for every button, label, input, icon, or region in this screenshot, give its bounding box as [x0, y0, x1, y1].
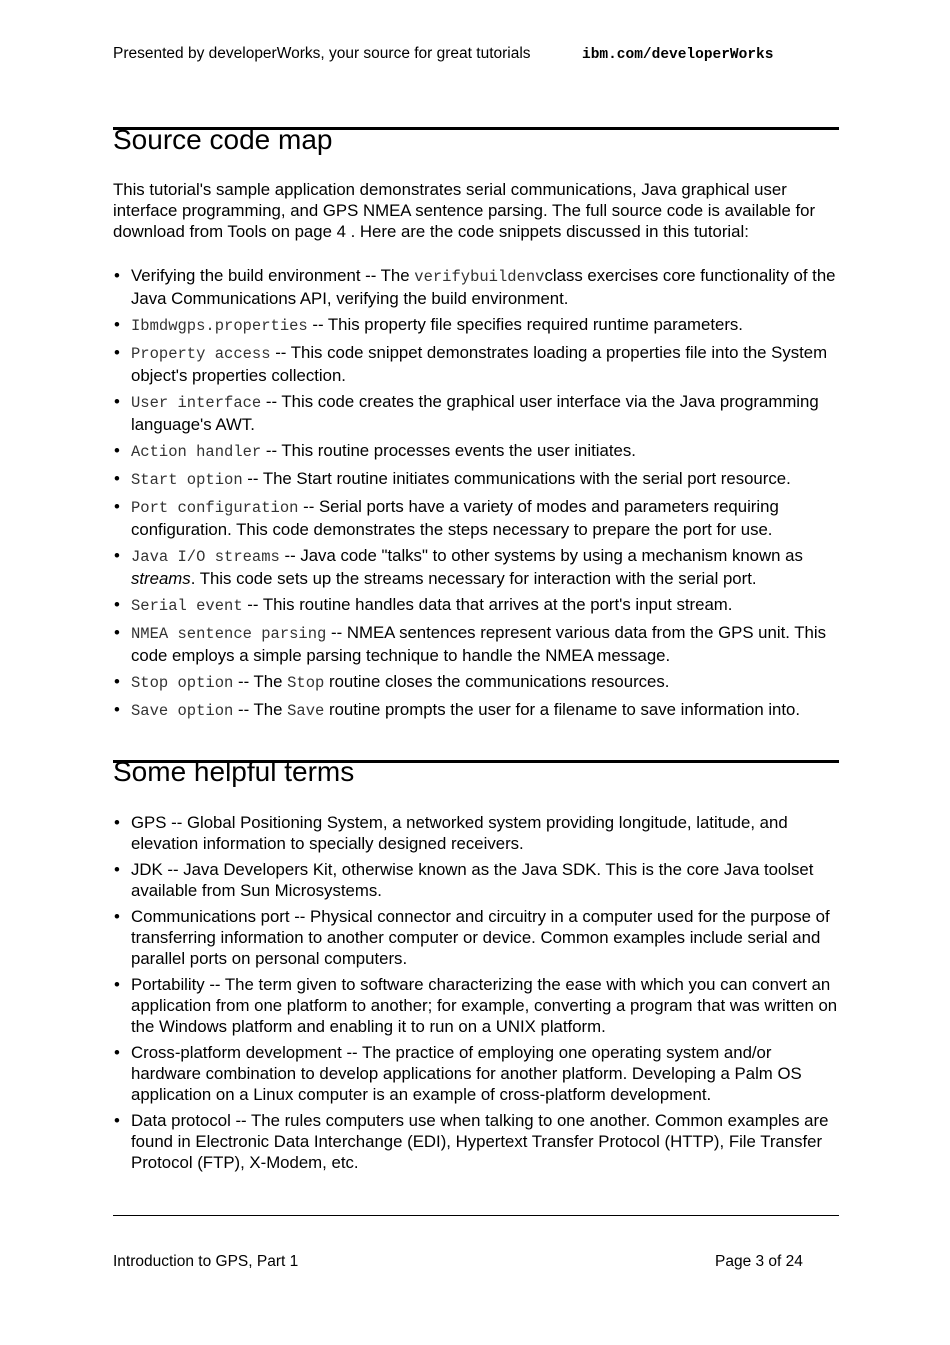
page-number: Page 3 of 24 [715, 1253, 803, 1270]
header-text: Presented by developerWorks, your source for great tutorials [113, 45, 531, 62]
code-link[interactable]: User interface [131, 394, 262, 412]
bullet-icon: • [114, 1043, 120, 1062]
emphasis-text: streams [131, 569, 191, 588]
bullet-icon: • [114, 469, 120, 488]
footer-title: Introduction to GPS, Part 1 [113, 1253, 299, 1270]
list-item: • Port configuration -- Serial ports have a variety of modes and parameters requiring configuration. This code demonstrates the steps necessary to prepare the port for use. [114, 497, 779, 539]
code-term: Save [287, 702, 325, 720]
page-header [113, 45, 813, 63]
bullet-icon: • [114, 1111, 120, 1130]
code-link[interactable]: Stop option [131, 674, 234, 692]
code-link[interactable]: Ibmdwgps.properties [131, 317, 308, 335]
list-item: • Ibmdwgps.properties -- This property file specifies required runtime parameters. [114, 315, 743, 335]
bullet-icon: • [114, 700, 120, 719]
bullet-icon: • [114, 672, 120, 691]
list-item: • Verifying the build environment -- The verifybuildenvclass exercises core functionality of the Java Communications API, verifying the build environment. [114, 266, 836, 308]
code-link[interactable]: NMEA sentence parsing [131, 625, 327, 643]
list-item: • Serial event -- This routine handles data that arrives at the port's input stream. [114, 595, 733, 615]
bullet-icon: • [114, 315, 120, 334]
code-link[interactable]: Save option [131, 702, 234, 720]
list-item: • User interface -- This code creates the graphical user interface via the Java programming language's AWT. [114, 392, 819, 434]
list-item: • GPS -- Global Positioning System, a networked system providing longitude, latitude, and elevation information to specially designed receivers. [114, 813, 788, 853]
bullet-icon: • [114, 623, 120, 642]
section-title-source-code-map: Source code map [113, 124, 333, 155]
intro-paragraph: This tutorial's sample application demonstrates serial communications, Java graphical user interface programming, and GPS NMEA sentence parsing. The full source code is available for download from Tools on page 4 . Here are the code snippets discussed in this tutorial: [113, 180, 816, 241]
bullet-icon: • [114, 497, 120, 516]
list-item: • Communications port -- Physical connector and circuitry in a computer used for the purpose of transferring information to another computer or device. Common examples include serial and parallel ports on personal computers. [114, 907, 830, 968]
list-item: • JDK -- Java Developers Kit, otherwise known as the Java SDK. This is the core Java toolset available from Sun Microsystems. [114, 860, 814, 900]
list-item: • Java I/O streams -- Java code "talks" to other systems by using a mechanism known as streams. This code sets up the streams necessary for interaction with the serial port. [114, 546, 803, 588]
list-item: • Data protocol -- The rules computers use when talking to one another. Common examples are found in Electronic Data Interchange (EDI), Hypertext Transfer Protocol (HTTP), File Transfer Protocol (FTP), X-Modem, etc. [114, 1111, 829, 1172]
bullet-icon: • [114, 907, 120, 926]
bullet-icon: • [114, 343, 120, 362]
bullet-icon: • [114, 860, 120, 879]
code-term: verifybuildenv [414, 268, 545, 286]
source-code-list [113, 265, 843, 727]
bullet-icon: • [114, 546, 120, 565]
code-link[interactable]: Action handler [131, 443, 262, 461]
bullet-icon: • [114, 595, 120, 614]
code-link[interactable]: Java I/O streams [131, 548, 280, 566]
code-link[interactable]: Port configuration [131, 499, 299, 517]
list-item: • Action handler -- This routine processes events the user initiates. [114, 441, 636, 461]
list-item: • Property access -- This code snippet demonstrates loading a properties file into the System object's properties collection. [114, 343, 828, 385]
code-link[interactable]: Property access [131, 345, 271, 363]
list-item: • Start option -- The Start routine initiates communications with the serial port resource. [114, 469, 791, 489]
code-link[interactable]: Serial event [131, 597, 243, 615]
list-item: • Cross-platform development -- The practice of employing one operating system and/or hardware combination to develop applications for another platform. Developing a Palm OS application on a Linux computer is an example of cross-platform development. [114, 1043, 802, 1104]
header-site-link[interactable]: ibm.com/developerWorks [582, 47, 774, 63]
code-term: Stop [287, 674, 325, 692]
list-item: • Stop option -- The Stop routine closes the communications resources. [114, 672, 670, 692]
bullet-icon: • [114, 392, 120, 411]
footer-rule [113, 1215, 839, 1216]
code-link[interactable]: Start option [131, 471, 243, 489]
bullet-icon: • [114, 975, 120, 994]
bullet-icon: • [114, 266, 120, 285]
list-item: • Save option -- The Save routine prompts the user for a filename to save information into. [114, 700, 801, 720]
helpful-terms-list [113, 812, 843, 1178]
list-item: • Portability -- The term given to software characterizing the ease with which you can convert an application from one platform to another; for example, converting a program that was written on the Windows platform and enabling it to run on a UNIX platform. [114, 975, 838, 1036]
section-title-helpful-terms: Some helpful terms [113, 756, 355, 787]
bullet-icon: • [114, 813, 120, 832]
list-item: • NMEA sentence parsing -- NMEA sentences represent various data from the GPS unit. This code employs a simple parsing technique to handle the NMEA message. [114, 623, 826, 665]
bullet-icon: • [114, 441, 120, 460]
